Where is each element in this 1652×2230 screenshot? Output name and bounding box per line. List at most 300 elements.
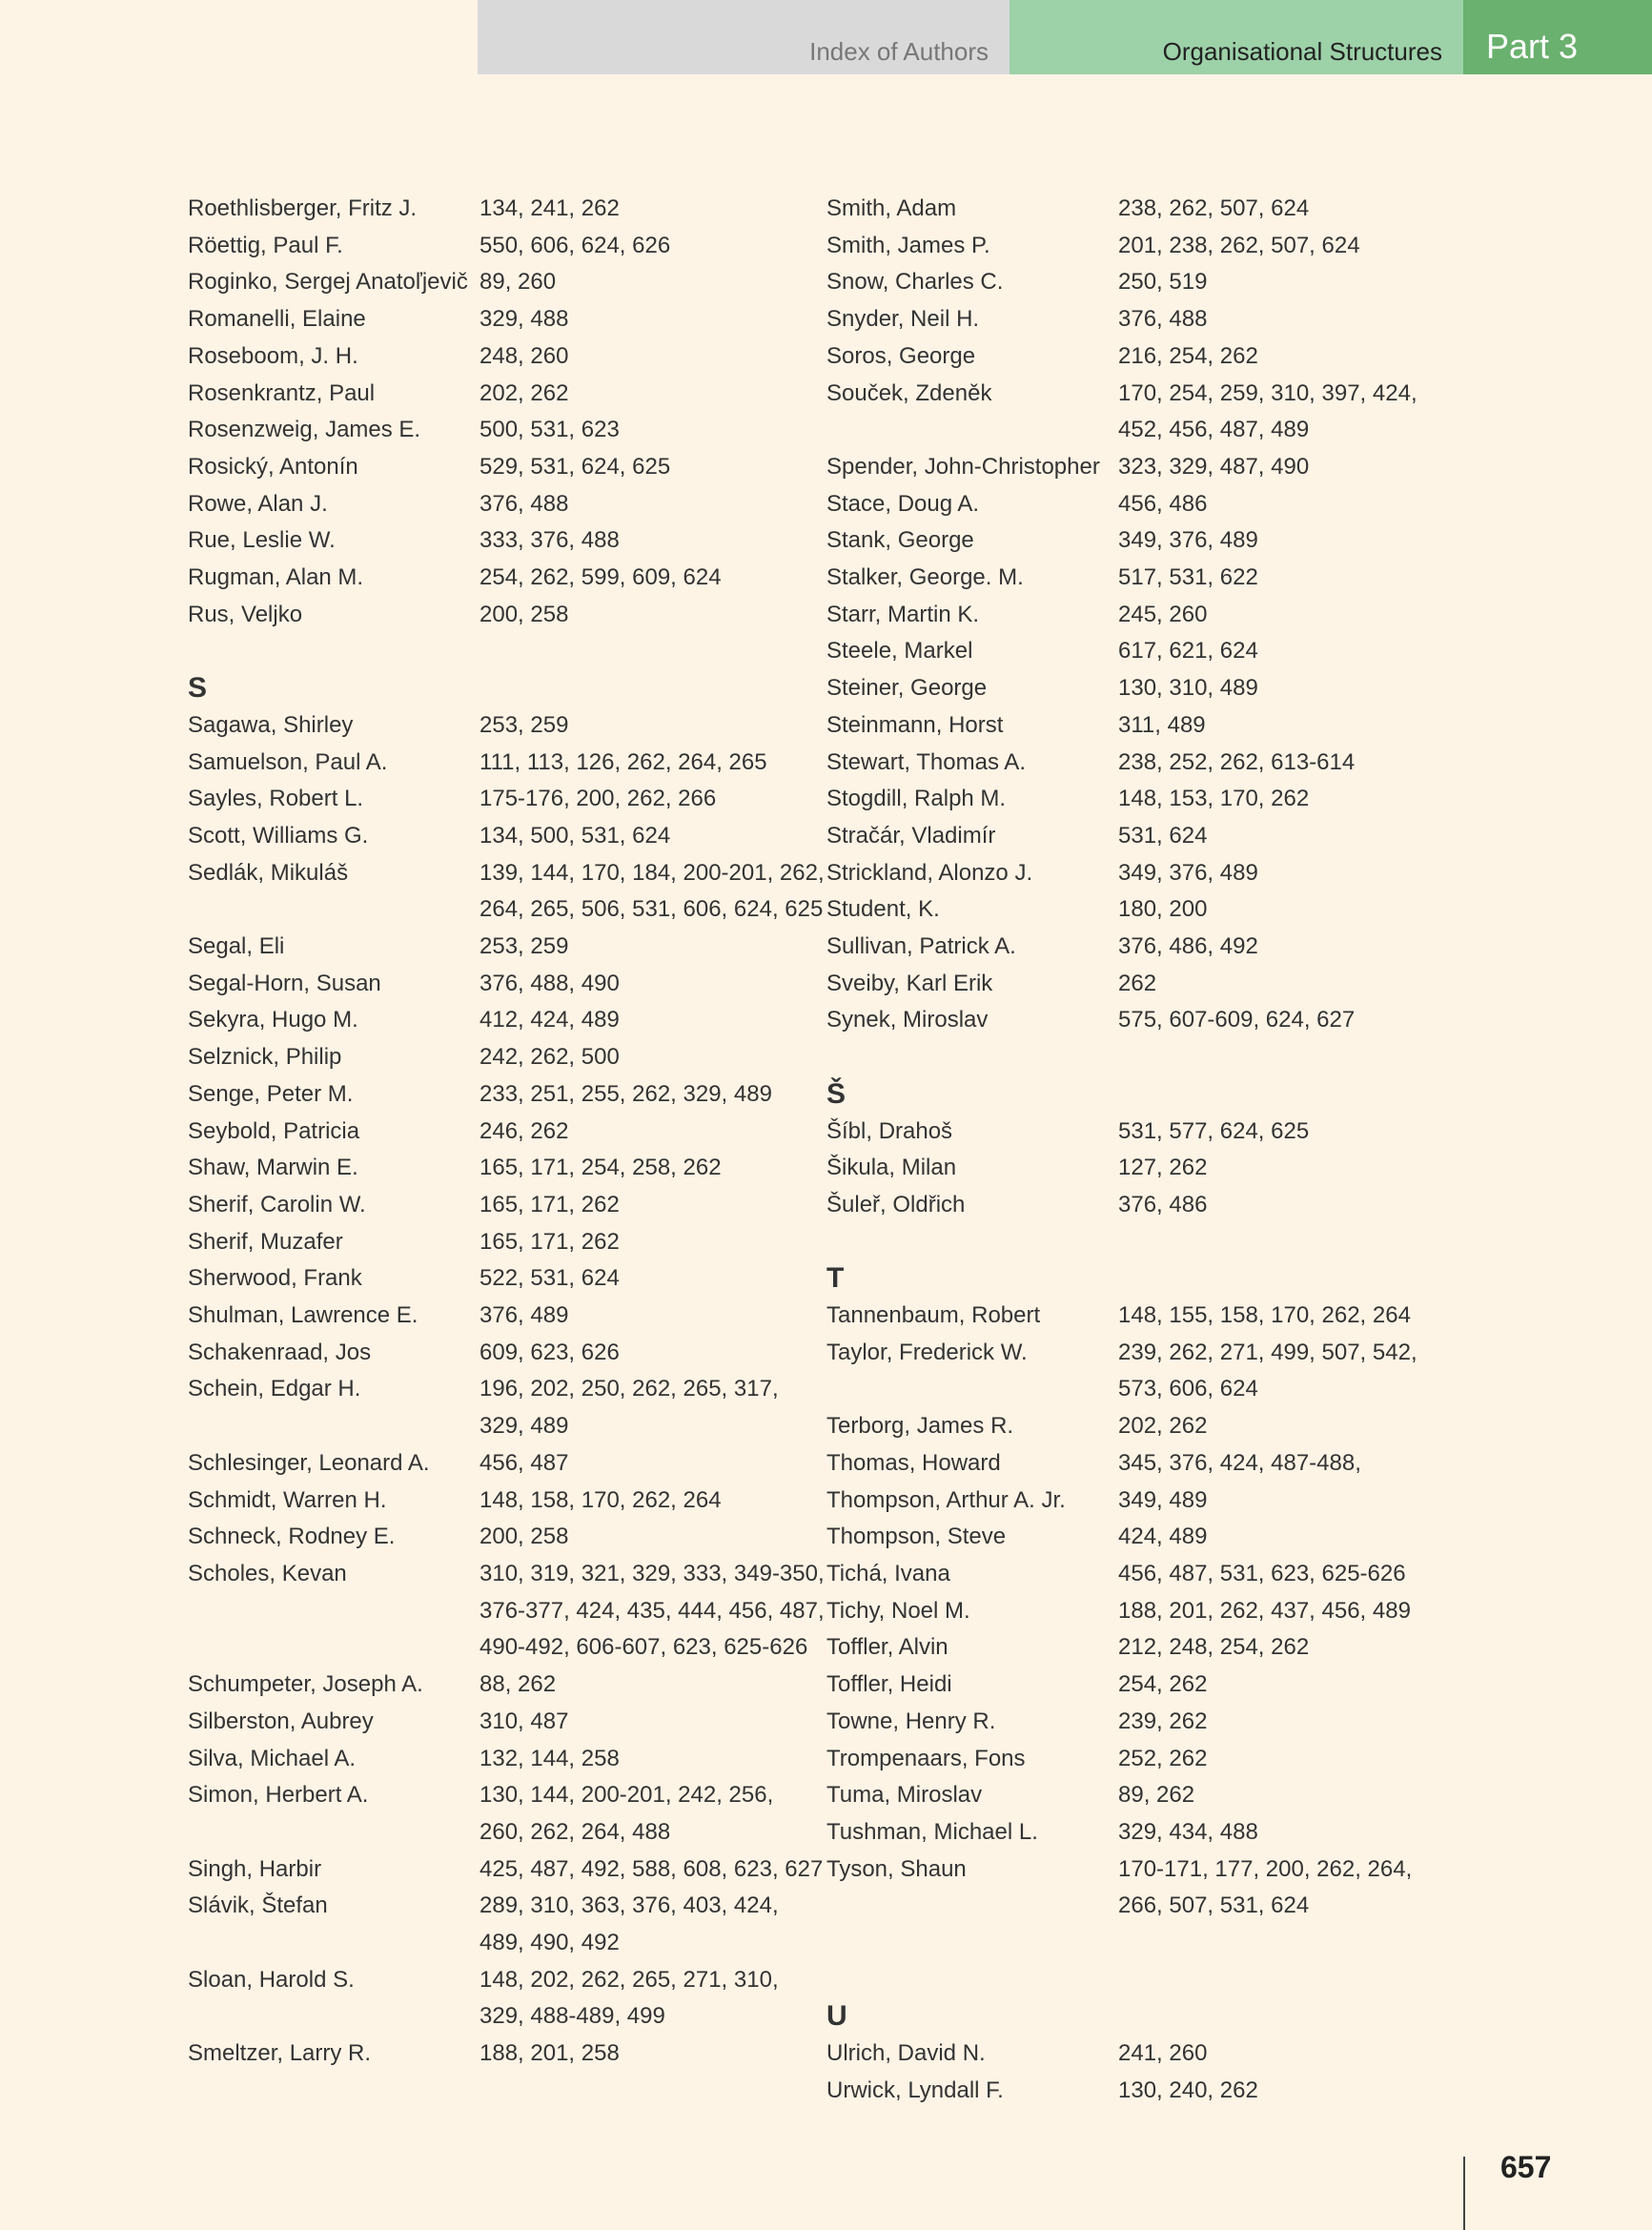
author-name: Stogdill, Ralph M. bbox=[826, 786, 1007, 812]
page-reference-line: 253, 259 bbox=[479, 711, 569, 738]
index-entry bbox=[826, 338, 1465, 376]
author-name: Terborg, James R. bbox=[826, 1413, 1014, 1440]
author-name: Roethlisberger, Fritz J. bbox=[188, 195, 418, 221]
index-entry bbox=[826, 1741, 1465, 1778]
author-name: Sveiby, Karl Erik bbox=[826, 970, 993, 996]
index-entry bbox=[826, 264, 1465, 301]
page-reference-line: 88, 262 bbox=[479, 1671, 557, 1698]
index-entry bbox=[188, 597, 826, 634]
index-entry bbox=[188, 2036, 826, 2073]
page-references bbox=[479, 1187, 804, 1224]
page-references bbox=[1118, 1852, 1442, 1925]
page-reference-line: 452, 456, 487, 489 bbox=[1118, 417, 1310, 443]
page-reference-line: 376, 488 bbox=[1118, 306, 1208, 333]
page-references bbox=[479, 412, 804, 449]
author-name: Student, K. bbox=[826, 896, 940, 923]
index-entry bbox=[188, 1519, 826, 1556]
page-reference-line: 609, 623, 626 bbox=[479, 1339, 620, 1365]
page-reference-line: 329, 488 bbox=[479, 306, 569, 333]
index-entry bbox=[188, 1667, 826, 1704]
author-name: Strickland, Alonzo J. bbox=[826, 859, 1033, 886]
page-references bbox=[1118, 338, 1442, 376]
index-entry bbox=[826, 1114, 1465, 1151]
index-entry bbox=[826, 2073, 1465, 2110]
index-entry bbox=[826, 1814, 1465, 1852]
index-entry bbox=[826, 449, 1465, 486]
page-references bbox=[1118, 1777, 1442, 1814]
index-entry bbox=[188, 1962, 826, 2036]
page-reference-line: 254, 262 bbox=[1118, 1671, 1208, 1698]
page-references bbox=[1118, 1556, 1442, 1593]
page-reference-line: 376, 488 bbox=[479, 490, 569, 517]
page-references bbox=[1118, 301, 1442, 338]
index-entry bbox=[188, 1852, 826, 1889]
author-name: Shulman, Lawrence E. bbox=[188, 1302, 418, 1329]
author-name: Toffler, Heidi bbox=[826, 1671, 952, 1698]
index-entry bbox=[826, 1519, 1465, 1556]
page-reference-line: 239, 262, 271, 499, 507, 542, bbox=[1118, 1339, 1417, 1365]
page-reference-line: 349, 376, 489 bbox=[1118, 859, 1258, 886]
index-entry bbox=[188, 781, 826, 818]
index-entry bbox=[188, 1704, 826, 1741]
page-references bbox=[1118, 2073, 1442, 2110]
author-name: Tichy, Noel M. bbox=[826, 1597, 970, 1624]
page-reference-line: 323, 329, 487, 490 bbox=[1118, 453, 1310, 480]
author-name: Šuleř, Oldřich bbox=[826, 1191, 966, 1217]
page-reference-line: 490-492, 606-607, 623, 625-626 bbox=[479, 1634, 808, 1661]
index-entry bbox=[188, 1445, 826, 1483]
page-reference-line: 134, 241, 262 bbox=[479, 195, 620, 221]
page-references bbox=[479, 264, 804, 301]
index-entry bbox=[188, 449, 826, 486]
index-entry bbox=[188, 338, 826, 376]
index-entry bbox=[188, 1335, 826, 1372]
page-references bbox=[479, 707, 804, 745]
page-references bbox=[479, 745, 804, 782]
page-reference-line: 175-176, 200, 262, 266 bbox=[479, 786, 717, 812]
page-reference-line: 489, 490, 492 bbox=[479, 1930, 620, 1956]
index-entry bbox=[826, 1445, 1465, 1483]
page-references bbox=[1118, 1519, 1442, 1556]
index-letter-heading: Š bbox=[826, 1077, 846, 1110]
page-references bbox=[479, 1704, 804, 1741]
author-name: Scholes, Kevan bbox=[188, 1561, 347, 1586]
page-reference-line: 134, 500, 531, 624 bbox=[479, 822, 671, 849]
index-entry bbox=[826, 560, 1465, 597]
page-references bbox=[1118, 1408, 1442, 1445]
header-part-label: Part 3 bbox=[1486, 27, 1579, 66]
page-references bbox=[1118, 745, 1442, 782]
page-references bbox=[479, 1445, 804, 1483]
author-name: Samuelson, Paul A. bbox=[188, 748, 388, 775]
author-name: Snyder, Neil H. bbox=[826, 306, 980, 333]
index-entry bbox=[826, 745, 1465, 782]
index-entry bbox=[826, 522, 1465, 560]
page-reference-line: 425, 487, 492, 588, 608, 623, 627 bbox=[479, 1855, 824, 1882]
index-entry bbox=[188, 1777, 826, 1851]
index-entry bbox=[826, 891, 1465, 929]
author-name: Romanelli, Elaine bbox=[188, 306, 366, 333]
author-name: Sedlák, Mikuláš bbox=[188, 859, 349, 886]
page-reference-line: 130, 144, 200-201, 242, 256, bbox=[479, 1782, 774, 1809]
index-entry bbox=[826, 2036, 1465, 2073]
index-entry bbox=[188, 1150, 826, 1187]
author-name: Rosický, Antonín bbox=[188, 453, 358, 480]
page-references bbox=[479, 1002, 804, 1039]
index-letter-heading: U bbox=[826, 2000, 847, 2033]
author-name: Roseboom, J. H. bbox=[188, 342, 358, 369]
index-entry bbox=[188, 228, 826, 265]
author-name: Rosenkrantz, Paul bbox=[188, 379, 376, 406]
page-references bbox=[479, 966, 804, 1003]
page-reference-line: 132, 144, 258 bbox=[479, 1745, 620, 1771]
page-references bbox=[479, 2036, 804, 2073]
page-references bbox=[479, 1519, 804, 1556]
author-name: Steele, Markel bbox=[826, 638, 973, 665]
page-references bbox=[479, 338, 804, 376]
index-entry bbox=[826, 1704, 1465, 1741]
page-reference-line: 148, 158, 170, 262, 264 bbox=[479, 1486, 722, 1513]
author-name: Smeltzer, Larry R. bbox=[188, 2040, 372, 2067]
page-reference-line: 212, 248, 254, 262 bbox=[1118, 1634, 1310, 1661]
page-reference-line: 250, 519 bbox=[1118, 269, 1208, 296]
author-name: Selznick, Philip bbox=[188, 1044, 342, 1071]
index-entry bbox=[188, 855, 826, 929]
page-references bbox=[1118, 449, 1442, 486]
author-name: Segal-Horn, Susan bbox=[188, 970, 381, 996]
page-references bbox=[479, 1260, 804, 1298]
page-references bbox=[479, 376, 804, 413]
page-reference-line: 165, 171, 254, 258, 262 bbox=[479, 1155, 722, 1181]
page-references bbox=[479, 1777, 804, 1851]
author-name: Stewart, Thomas A. bbox=[826, 748, 1026, 775]
index-entry bbox=[826, 1150, 1465, 1187]
index-entry bbox=[826, 1667, 1465, 1704]
index-entry bbox=[826, 1483, 1465, 1520]
page-references bbox=[1118, 1298, 1442, 1335]
index-entry bbox=[826, 966, 1465, 1003]
page-references bbox=[479, 1962, 804, 2036]
index-entry bbox=[188, 1298, 826, 1335]
index-entry bbox=[188, 1888, 826, 1961]
page-references bbox=[479, 1298, 804, 1335]
page-references bbox=[1118, 1114, 1442, 1151]
index-entry bbox=[826, 228, 1465, 265]
page-references bbox=[1118, 633, 1442, 670]
page-references bbox=[1118, 1593, 1442, 1630]
author-name: Rowe, Alan J. bbox=[188, 490, 328, 517]
author-name: Sagawa, Shirley bbox=[188, 711, 354, 738]
page-references bbox=[479, 486, 804, 523]
page-reference-line: 456, 487, 531, 623, 625-626 bbox=[1118, 1560, 1406, 1586]
index-entry bbox=[826, 1187, 1465, 1224]
page-references bbox=[1118, 781, 1442, 818]
index-entry bbox=[188, 1002, 826, 1039]
page-reference-line: 500, 531, 623 bbox=[479, 417, 620, 443]
page-reference-line: 311, 489 bbox=[1118, 711, 1206, 738]
page-references bbox=[1118, 228, 1442, 265]
page-references bbox=[1118, 486, 1442, 523]
page-reference-line: 575, 607-609, 624, 627 bbox=[1118, 1007, 1356, 1033]
page-reference-line: 310, 319, 321, 329, 333, 349-350, bbox=[479, 1561, 825, 1586]
page-reference-line: 130, 310, 489 bbox=[1118, 675, 1258, 702]
index-entry bbox=[188, 929, 826, 966]
page-reference-line: 200, 258 bbox=[479, 1524, 569, 1550]
page-references bbox=[1118, 855, 1442, 892]
page-references bbox=[479, 1852, 824, 1889]
author-name: Silva, Michael A. bbox=[188, 1745, 357, 1771]
author-name: Spender, John-Christopher bbox=[826, 453, 1100, 480]
page-number-rule bbox=[1463, 2157, 1465, 2230]
author-name: Sherif, Carolin W. bbox=[188, 1191, 366, 1217]
page-reference-line: 376, 486, 492 bbox=[1118, 933, 1258, 960]
author-name: Rosenzweig, James E. bbox=[188, 417, 421, 443]
index-entry bbox=[188, 191, 826, 228]
index-entry bbox=[188, 522, 826, 560]
page-reference-line: 252, 262 bbox=[1118, 1745, 1208, 1771]
page-references bbox=[1118, 1335, 1442, 1408]
page-reference-line: 456, 487 bbox=[479, 1449, 569, 1476]
author-name: Towne, Henry R. bbox=[826, 1708, 996, 1734]
page-references bbox=[479, 818, 804, 855]
page-reference-line: 529, 531, 624, 625 bbox=[479, 453, 671, 480]
page-reference-line: 260, 262, 264, 488 bbox=[479, 1818, 671, 1845]
page-references bbox=[1118, 191, 1442, 228]
page-reference-line: 573, 606, 624 bbox=[1118, 1376, 1258, 1402]
page-references bbox=[479, 191, 804, 228]
author-name: Sherwood, Frank bbox=[188, 1265, 362, 1292]
page-reference-line: 376-377, 424, 435, 444, 456, 487, bbox=[479, 1597, 825, 1624]
page-references bbox=[1118, 560, 1442, 597]
index-entry bbox=[188, 1260, 826, 1298]
page-references bbox=[1118, 891, 1442, 929]
page-references bbox=[479, 1667, 804, 1704]
header-part-tab bbox=[1463, 0, 1652, 74]
page-reference-line: 266, 507, 531, 624 bbox=[1118, 1892, 1310, 1919]
index-column-left bbox=[188, 191, 826, 2073]
author-name: Sekyra, Hugo M. bbox=[188, 1007, 358, 1033]
index-entry bbox=[188, 301, 826, 338]
author-name: Steiner, George bbox=[826, 675, 988, 702]
page-reference-line: 202, 262 bbox=[479, 379, 569, 406]
index-entry bbox=[188, 707, 826, 745]
page-references bbox=[479, 1076, 804, 1114]
author-name: Šíbl, Drahoš bbox=[826, 1117, 953, 1144]
page-references bbox=[479, 522, 804, 560]
page-references bbox=[479, 1224, 804, 1261]
index-entry bbox=[826, 781, 1465, 818]
page-reference-line: 148, 153, 170, 262 bbox=[1118, 786, 1310, 812]
page-references bbox=[479, 1741, 804, 1778]
page-reference-line: 165, 171, 262 bbox=[479, 1191, 620, 1217]
page-reference-line: 248, 260 bbox=[479, 342, 569, 369]
page-references bbox=[1118, 1814, 1442, 1852]
author-name: Slávik, Štefan bbox=[188, 1892, 328, 1919]
index-entry bbox=[826, 1335, 1465, 1408]
index-letter-heading: S bbox=[188, 672, 208, 705]
author-name: Sherif, Muzafer bbox=[188, 1228, 343, 1255]
page-reference-line: 242, 262, 500 bbox=[479, 1044, 620, 1071]
page-references bbox=[479, 301, 804, 338]
page-reference-line: 89, 262 bbox=[1118, 1782, 1195, 1809]
page-reference-line: 196, 202, 250, 262, 265, 317, bbox=[479, 1376, 779, 1402]
page-reference-line: 517, 531, 622 bbox=[1118, 564, 1258, 591]
index-entry bbox=[826, 597, 1465, 634]
page-references bbox=[1118, 1187, 1442, 1224]
page-reference-line: 201, 238, 262, 507, 624 bbox=[1118, 232, 1360, 258]
header-chapter-label: Organisational Structures bbox=[1162, 37, 1442, 66]
page-references bbox=[479, 597, 804, 634]
page-references bbox=[479, 1556, 825, 1667]
page-references bbox=[1118, 376, 1442, 449]
page-references bbox=[479, 1335, 804, 1372]
page-reference-line: 139, 144, 170, 184, 200-201, 262, bbox=[479, 859, 825, 886]
index-entry bbox=[188, 1076, 826, 1114]
page-references bbox=[1118, 264, 1442, 301]
page-references bbox=[1118, 1741, 1442, 1778]
author-name: Senge, Peter M. bbox=[188, 1080, 354, 1107]
author-name: Ulrich, David N. bbox=[826, 2040, 986, 2067]
author-name: Taylor, Frederick W. bbox=[826, 1339, 1028, 1365]
page-reference-line: 245, 260 bbox=[1118, 601, 1208, 627]
author-name: Stračár, Vladimír bbox=[826, 822, 996, 849]
page-reference-line: 127, 262 bbox=[1118, 1155, 1208, 1181]
page-reference-line: 329, 434, 488 bbox=[1118, 1818, 1258, 1845]
author-name: Starr, Martin K. bbox=[826, 601, 980, 627]
author-name: Toffler, Alvin bbox=[826, 1634, 948, 1661]
page-reference-line: 349, 376, 489 bbox=[1118, 527, 1258, 554]
author-name: Schlesinger, Leonard A. bbox=[188, 1449, 430, 1476]
author-name: Segal, Eli bbox=[188, 933, 285, 960]
index-entry bbox=[826, 376, 1465, 449]
author-name: Trompenaars, Fons bbox=[826, 1745, 1026, 1771]
index-entry bbox=[188, 486, 826, 523]
author-name: Urwick, Lyndall F. bbox=[826, 2077, 1004, 2103]
page-reference-line: 254, 262, 599, 609, 624 bbox=[479, 564, 722, 591]
index-entry bbox=[826, 855, 1465, 892]
author-name: Thomas, Howard bbox=[826, 1449, 1001, 1476]
author-name: Roginko, Sergej Anatoľjevič bbox=[188, 269, 468, 296]
index-entry bbox=[826, 1852, 1465, 1925]
page-references bbox=[1118, 707, 1442, 745]
page-reference-line: 89, 260 bbox=[479, 269, 557, 296]
index-entry bbox=[188, 412, 826, 449]
author-name: Rue, Leslie W. bbox=[188, 527, 336, 554]
index-entry bbox=[826, 670, 1465, 707]
index-entry bbox=[188, 1483, 826, 1520]
author-name: Stace, Doug A. bbox=[826, 490, 980, 517]
index-entry bbox=[826, 486, 1465, 523]
page-reference-line: 333, 376, 488 bbox=[479, 527, 620, 554]
author-name: Stalker, George. M. bbox=[826, 564, 1024, 591]
index-letter-heading: T bbox=[826, 1262, 845, 1295]
author-name: Rus, Veljko bbox=[188, 601, 303, 627]
index-entry bbox=[826, 707, 1465, 745]
author-name: Sullivan, Patrick A. bbox=[826, 933, 1016, 960]
page-reference-line: 329, 488-489, 499 bbox=[479, 2003, 665, 2030]
author-name: Rugman, Alan M. bbox=[188, 564, 364, 591]
page-references bbox=[479, 781, 804, 818]
index-entry bbox=[826, 1408, 1465, 1445]
author-name: Šikula, Milan bbox=[826, 1155, 957, 1181]
page-references bbox=[479, 1039, 804, 1076]
page-reference-line: 188, 201, 262, 437, 456, 489 bbox=[1118, 1597, 1411, 1624]
author-name: Smith, James P. bbox=[826, 232, 990, 258]
page-references bbox=[479, 560, 804, 597]
author-name: Souček, Zdeněk bbox=[826, 379, 992, 406]
header-chapter-tab bbox=[1010, 0, 1463, 74]
page-reference-line: 170-171, 177, 200, 262, 264, bbox=[1118, 1855, 1413, 1882]
index-entry bbox=[188, 745, 826, 782]
author-name: Steinmann, Horst bbox=[826, 711, 1004, 738]
author-name: Thompson, Arthur A. Jr. bbox=[826, 1486, 1066, 1513]
page-reference-line: 202, 262 bbox=[1118, 1413, 1208, 1440]
author-name: Scott, Williams G. bbox=[188, 822, 369, 849]
author-name: Schumpeter, Joseph A. bbox=[188, 1671, 423, 1698]
author-name: Simon, Herbert A. bbox=[188, 1782, 369, 1809]
index-entry bbox=[188, 264, 826, 301]
page-reference-line: 376, 489 bbox=[479, 1302, 569, 1329]
index-entry bbox=[826, 1777, 1465, 1814]
index-entry bbox=[188, 818, 826, 855]
page-references bbox=[1118, 1629, 1442, 1667]
page-reference-line: 424, 489 bbox=[1118, 1524, 1208, 1550]
author-name: Tannenbaum, Robert bbox=[826, 1302, 1041, 1329]
index-entry bbox=[188, 1039, 826, 1076]
page-reference-line: 376, 488, 490 bbox=[479, 970, 620, 996]
page-references bbox=[1118, 966, 1442, 1003]
index-entry bbox=[188, 560, 826, 597]
page-references bbox=[479, 1150, 804, 1187]
spacer-row bbox=[826, 1925, 1465, 1962]
page-reference-line: 238, 262, 507, 624 bbox=[1118, 195, 1310, 221]
page-header bbox=[0, 0, 1652, 74]
page-reference-line: 148, 202, 262, 265, 271, 310, bbox=[479, 1966, 779, 1993]
page-reference-line: 262 bbox=[1118, 970, 1157, 996]
page-references bbox=[1118, 1704, 1442, 1741]
author-name: Soros, George bbox=[826, 342, 976, 369]
page-reference-line: 130, 240, 262 bbox=[1118, 2077, 1258, 2103]
page-references bbox=[1118, 818, 1442, 855]
page-reference-line: 456, 486 bbox=[1118, 490, 1208, 517]
page-reference-line: 345, 376, 424, 487-488, bbox=[1118, 1449, 1361, 1476]
author-name: Schakenraad, Jos bbox=[188, 1339, 372, 1365]
page-reference-line: 264, 265, 506, 531, 606, 624, 625 bbox=[479, 896, 824, 923]
index-entry bbox=[188, 1371, 826, 1444]
page-reference-line: 180, 200 bbox=[1118, 896, 1208, 923]
page-reference-line: 376, 486 bbox=[1118, 1191, 1208, 1217]
page-reference-line: 200, 258 bbox=[479, 601, 569, 627]
page-references bbox=[1118, 929, 1442, 966]
author-name: Schneck, Rodney E. bbox=[188, 1524, 396, 1550]
author-name: Tyson, Shaun bbox=[826, 1855, 967, 1882]
author-name: Röettig, Paul F. bbox=[188, 232, 343, 258]
page-reference-line: 216, 254, 262 bbox=[1118, 342, 1258, 369]
page-reference-line: 170, 254, 259, 310, 397, 424, bbox=[1118, 379, 1417, 406]
page-references bbox=[1118, 1002, 1442, 1039]
page-reference-line: 289, 310, 363, 376, 403, 424, bbox=[479, 1892, 779, 1919]
index-entry bbox=[826, 1629, 1465, 1667]
index-column-right bbox=[826, 191, 1465, 2110]
author-name: Snow, Charles C. bbox=[826, 269, 1004, 296]
page-reference-line: 531, 624 bbox=[1118, 822, 1208, 849]
page-references bbox=[479, 1371, 804, 1444]
page-reference-line: 241, 260 bbox=[1118, 2040, 1208, 2067]
page-reference-line: 349, 489 bbox=[1118, 1486, 1208, 1513]
index-entry bbox=[826, 633, 1465, 670]
page-reference-line: 165, 171, 262 bbox=[479, 1228, 620, 1255]
page-reference-line: 617, 621, 624 bbox=[1118, 638, 1258, 665]
